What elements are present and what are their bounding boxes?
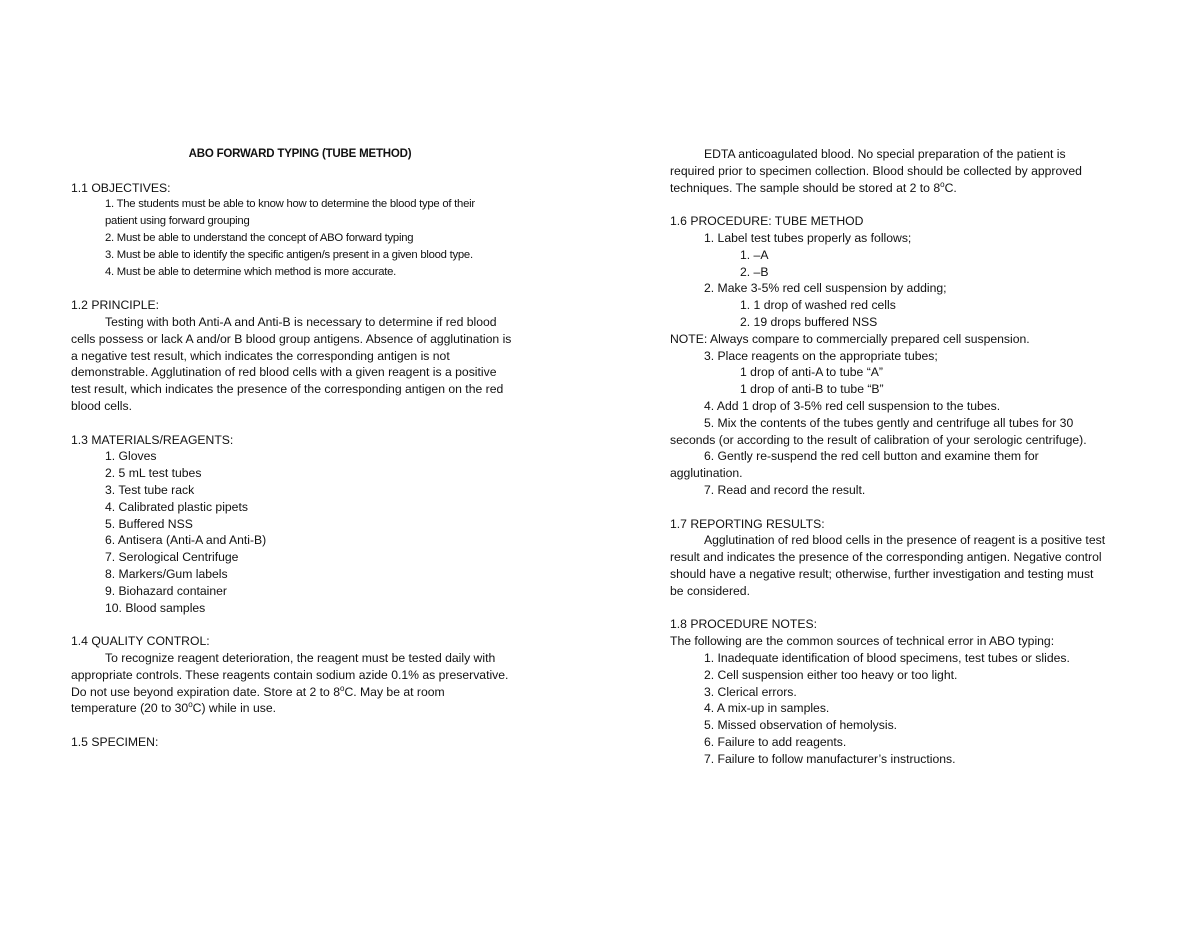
quality-line: To recognize reagent deterioration, the reagent must be tested daily with (105, 650, 496, 665)
notes-item: 6. Failure to add reagents. (704, 734, 847, 749)
notes-item: 4. A mix-up in samples. (704, 701, 830, 716)
procedure-step: 4. Add 1 drop of 3-5% red cell suspension to the tubes. (704, 398, 1001, 413)
quality-text: C. May be at room (344, 684, 445, 699)
document-title: ABO FORWARD TYPING (TUBE METHOD) (188, 148, 412, 160)
degree-superscript: o (940, 179, 945, 189)
left-column (71, 146, 541, 751)
objective-item: 2. Must be able to understand the concept of ABO forward typing (105, 231, 414, 244)
quality-text: temperature (20 to 30 (71, 701, 189, 716)
procedure-step-continued: seconds (or according to the result of calibration of your serologic centrifuge). (670, 432, 1087, 447)
materials-item: 4. Calibrated plastic pipets (105, 499, 248, 514)
principle-line: a negative test result, which indicates the corresponding antigen is not (71, 348, 450, 363)
notes-item: 5. Missed observation of hemolysis. (704, 718, 898, 733)
principle-line: blood cells. (71, 398, 132, 413)
reporting-line: should have a negative result; otherwise, further investigation and testing must (670, 566, 1094, 581)
procedure-step-continued: agglutination. (670, 466, 743, 481)
procedure-step: 6. Gently re-suspend the red cell button and examine them for (704, 449, 1039, 464)
notes-item: 1. Inadequate identification of blood specimens, test tubes or slides. (704, 650, 1070, 665)
specimen-text: C. (944, 180, 957, 195)
quality-line (71, 684, 541, 701)
reporting-line: be considered. (670, 583, 750, 598)
principle-line: cells possess or lack A and/or B blood group antigens. Absence of agglutination is (71, 331, 512, 346)
procedure-step: 1. Label test tubes properly as follows; (704, 230, 912, 245)
procedure-step: 5. Mix the contents of the tubes gently and centrifuge all tubes for 30 (704, 415, 1074, 430)
right-column (670, 146, 1140, 767)
materials-item: 6. Antisera (Anti-A and Anti-B) (105, 533, 267, 548)
specimen-line: required prior to specimen collection. Blood should be collected by approved (670, 163, 1082, 178)
reporting-line: result and indicates the presence of the corresponding antigen. Negative control (670, 550, 1102, 565)
procedure-heading: 1.6 PROCEDURE: TUBE METHOD (670, 214, 864, 229)
specimen-text: techniques. The sample should be stored at 2 to 8 (670, 180, 941, 195)
procedure-substep: 2. –B (740, 264, 769, 279)
procedure-step: 2. Make 3-5% red cell suspension by adding; (704, 281, 947, 296)
procedure-substep: 1. 1 drop of washed red cells (740, 298, 896, 313)
quality-line (71, 700, 541, 717)
reporting-heading: 1.7 REPORTING RESULTS: (670, 516, 825, 531)
quality-heading: 1.4 QUALITY CONTROL: (71, 634, 210, 649)
materials-item: 1. Gloves (105, 449, 157, 464)
materials-item: 2. 5 mL test tubes (105, 466, 202, 481)
materials-item: 7. Serological Centrifuge (105, 550, 239, 565)
procedure-substep: 1 drop of anti-B to tube “B” (740, 382, 884, 397)
principle-line: test result, which indicates the presence of the corresponding antigen on the red (71, 382, 504, 397)
objective-item: 1. The students must be able to know how to determine the blood type of their (105, 198, 475, 211)
specimen-line: EDTA anticoagulated blood. No special preparation of the patient is (704, 147, 1066, 161)
procedure-substep: 1 drop of anti-A to tube “A” (740, 365, 883, 380)
quality-line: appropriate controls. These reagents contain sodium azide 0.1% as preservative. (71, 667, 509, 682)
principle-line: demonstrable. Agglutination of red blood cells with a given reagent is a positive (71, 365, 497, 380)
procedure-substep: 2. 19 drops buffered NSS (740, 314, 878, 329)
quality-text: Do not use beyond expiration date. Store at 2 to 8 (71, 684, 340, 699)
objective-item: 3. Must be able to identify the specific antigen/s present in a given blood type. (105, 248, 473, 261)
objective-item: 4. Must be able to determine which method is more accurate. (105, 265, 397, 278)
quality-text: C) while in use. (192, 701, 276, 716)
notes-item: 3. Clerical errors. (704, 684, 797, 699)
notes-heading: 1.8 PROCEDURE NOTES: (670, 617, 817, 632)
procedure-substep: 1. –A (740, 247, 769, 262)
reporting-line: Agglutination of red blood cells in the presence of reagent is a positive test (704, 533, 1106, 548)
materials-item: 8. Markers/Gum labels (105, 566, 228, 581)
materials-item: 10. Blood samples (105, 600, 206, 615)
specimen-heading: 1.5 SPECIMEN: (71, 734, 159, 749)
materials-heading: 1.3 MATERIALS/REAGENTS: (71, 432, 234, 447)
specimen-line (670, 180, 1140, 197)
notes-item: 7. Failure to follow manufacturer’s instructions. (704, 751, 956, 766)
materials-item: 9. Biohazard container (105, 583, 227, 598)
degree-superscript: o (188, 700, 193, 710)
materials-item: 5. Buffered NSS (105, 516, 193, 531)
procedure-step: 3. Place reagents on the appropriate tubes; (704, 348, 938, 363)
objectives-heading: 1.1 OBJECTIVES: (71, 180, 171, 195)
procedure-step: 7. Read and record the result. (704, 482, 866, 497)
principle-heading: 1.2 PRINCIPLE: (71, 298, 160, 313)
notes-item: 2. Cell suspension either too heavy or too light. (704, 667, 958, 682)
notes-intro: The following are the common sources of technical error in ABO typing: (670, 634, 1055, 649)
principle-line: Testing with both Anti-A and Anti-B is necessary to determine if red blood (105, 314, 497, 329)
degree-superscript: o (339, 683, 345, 693)
objective-item: patient using forward grouping (105, 215, 250, 228)
materials-item: 3. Test tube rack (105, 482, 195, 497)
procedure-note: NOTE: Always compare to commercially prepared cell suspension. (670, 331, 1030, 346)
